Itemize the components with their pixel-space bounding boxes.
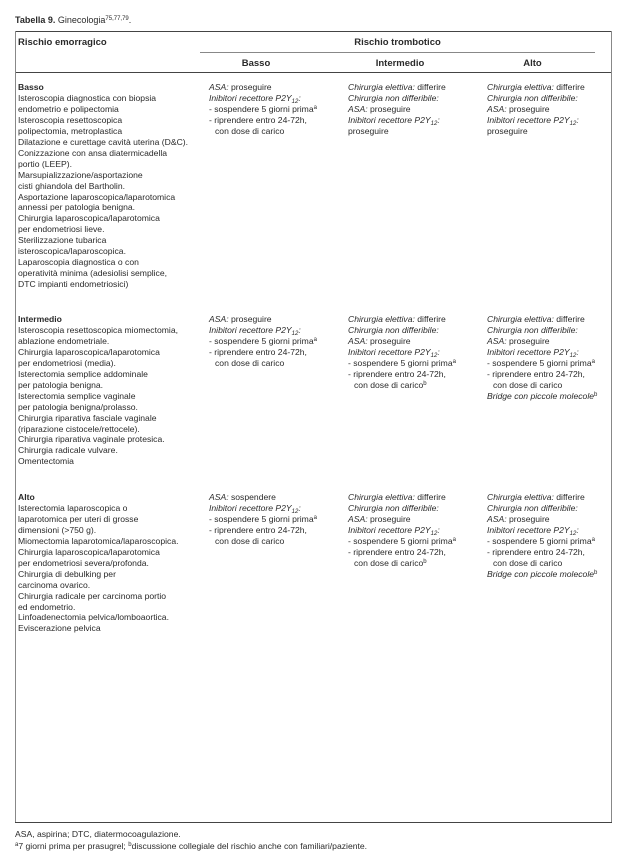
asa-label: ASA: [487,513,507,524]
caption-label: Tabella 9. [15,15,56,25]
riprendere-text: - riprendere entro 24-72h, [209,346,307,357]
colon: : [298,324,301,335]
dose-carico-text: con dose di carico [215,357,285,368]
asa-value: proseguire [506,335,550,346]
subscript: 12 [569,352,577,359]
colon: : [437,346,440,357]
procedure-item: Omentectomia [18,456,74,467]
asa-value: proseguire [228,314,272,324]
procedure-item: Isterectomia semplice vaginale [18,390,136,401]
footnote-ab [15,841,367,853]
footnote-b-text: discussione collegiale del rischio anche con familiari/paziente. [131,840,368,851]
sospendere-text: - sospendere 5 giorni prima [487,535,592,546]
row-intermedio-trombotico-intermedio [348,314,456,391]
inibitori-label: Inibitori recettore P2Y [209,92,292,103]
procedure-item: Chirurgia laparoscopica/laparotomica [18,213,160,224]
procedure-item: isteroscopica/laparoscopica. [18,246,126,257]
procedure-item: Linfoadenectomia pelvica/lomboaortica. [18,612,169,623]
procedure-item: Isterectomia laparoscopica o [18,502,128,513]
subscript: 12 [569,530,577,537]
inibitori-label: Inibitori recettore P2Y [487,346,570,357]
bridge-text: Bridge con piccole molecole [487,390,595,401]
colon: : [437,114,440,125]
caption-text: Ginecologia [55,15,106,25]
row-intermedio-trombotico-alto [487,314,597,402]
asa-value: proseguire [228,82,272,92]
footnote-b-mark: b [128,841,132,848]
procedure-item: Marsupializzazione/asportazione [18,169,143,180]
footnote-mark: a [313,514,317,521]
row-intermedio-trombotico-basso [209,314,317,369]
asa-value: proseguire [367,335,411,346]
subscript: 12 [291,330,299,337]
procedure-item: endometrio e polipectomia [18,103,119,114]
inibitori-label: Inibitori recettore P2Y [487,114,570,125]
subscript: 12 [430,530,438,537]
row-basso-trombotico-intermedio [348,82,446,137]
procedure-item: polipectomia, metroplastica [18,125,123,136]
chirurgia-non-differibile-label: Chirurgia non differibile: [487,324,578,335]
dose-carico-text: con dose di carico [215,535,285,546]
table-left-border [15,31,16,822]
proseguire-text: proseguire [487,125,528,136]
procedure-item: dimensioni (>750 g). [18,524,97,535]
procedure-item: Isteroscopia resettoscopica miomectomia, [18,324,179,335]
procedure-item: Chirurgia laparoscopica/laparotomica [18,346,160,357]
procedure-item: Laparoscopia diagnostica o con [18,257,139,268]
row-basso-trombotico-alto [487,82,585,137]
footnote-abbreviations: ASA, aspirina; DTC, diatermocoagulazione. [15,829,181,839]
header-alto: Alto [523,58,542,69]
asa-label: ASA: [487,103,507,114]
asa-value: sospendere [228,492,276,502]
procedure-item: cisti ghiandola del Bartholin. [18,180,126,191]
row-basso-title: Basso [18,82,44,92]
header-basso: Basso [241,58,271,69]
chirurgia-elettiva-label: Chirurgia elettiva: [348,82,415,92]
chirurgia-non-differibile-label: Chirurgia non differibile: [487,92,578,103]
procedure-item: (riparazione cistocele/rettocele). [18,423,140,434]
row-alto-trombotico-alto [487,492,597,580]
row-alto-trombotico-basso [209,492,317,547]
footnote-mark: b [423,558,427,565]
procedure-item: Sterilizzazione tubarica [18,235,107,246]
chirurgia-non-differibile-label: Chirurgia non differibile: [348,92,439,103]
asa-label: ASA: [209,82,229,92]
riprendere-text: - riprendere entro 24-72h, [348,368,446,379]
footnote-mark: a [452,536,456,543]
sospendere-text: - sospendere 5 giorni prima [348,535,453,546]
chirurgia-elettiva-value: differire [414,82,446,92]
procedure-item: Isteroscopia diagnostica con biopsia [18,92,157,103]
procedure-item: annessi per patologia benigna. [18,202,136,213]
table-right-border [611,31,612,822]
dose-carico-text: con dose di carico [215,125,285,136]
riprendere-text: - riprendere entro 24-72h, [487,368,585,379]
asa-label: ASA: [487,335,507,346]
colon: : [576,524,579,535]
procedure-item: portio (LEEP). [18,158,72,169]
inibitori-label: Inibitori recettore P2Y [348,524,431,535]
chirurgia-elettiva-value: differire [553,314,585,324]
dose-carico-text: con dose di carico [354,557,424,568]
proseguire-text: proseguire [348,125,389,136]
dose-carico-text: con dose di carico [493,379,563,390]
footnote-mark: b [423,380,427,387]
procedure-item: Chirurgia radicale vulvare. [18,445,118,456]
footnote-a-text: 7 giorni prima per prasugrel; [18,840,129,851]
colon: : [437,524,440,535]
sospendere-text: - sospendere 5 giorni prima [209,335,314,346]
sospendere-text: - sospendere 5 giorni prima [209,103,314,114]
chirurgia-elettiva-label: Chirurgia elettiva: [348,492,415,502]
procedure-item: per endometriosi (media). [18,357,116,368]
row-alto-trombotico-intermedio [348,492,456,569]
chirurgia-elettiva-value: differire [553,492,585,502]
sospendere-text: - sospendere 5 giorni prima [209,513,314,524]
table-top-rule [15,31,612,32]
procedure-item: per patologia benigna/prolasso. [18,401,138,412]
subscript: 12 [430,352,438,359]
footnote-mark: a [452,358,456,365]
asa-value: proseguire [506,103,550,114]
row-basso-procedures [18,82,188,290]
bridge-text: Bridge con piccole molecole [487,568,595,579]
procedure-item: ed endometrio. [18,601,76,612]
footnote-mark: a [313,104,317,111]
inibitori-label: Inibitori recettore P2Y [209,502,292,513]
chirurgia-elettiva-value: differire [414,492,446,502]
asa-label: ASA: [209,492,229,502]
group-rule [200,52,595,53]
caption-refs: 75,77,79 [105,16,129,22]
procedure-item: operatività minima (adesiolisi semplice, [18,268,168,279]
asa-value: proseguire [367,103,411,114]
chirurgia-non-differibile-label: Chirurgia non differibile: [487,502,578,513]
row-alto-title: Alto [18,492,35,502]
inibitori-label: Inibitori recettore P2Y [209,324,292,335]
procedure-item: per endometriosi severa/profonda. [18,557,149,568]
subscript: 12 [291,508,299,515]
procedure-item: ablazione endometriale. [18,335,110,346]
subscript: 12 [569,120,577,127]
row-intermedio-title: Intermedio [18,314,62,324]
footnote-mark: b [594,391,598,398]
chirurgia-elettiva-value: differire [553,82,585,92]
subscript: 12 [291,98,299,105]
footnote-a-mark: a [15,841,19,848]
procedure-item: laparotomica per uteri di grosse [18,513,139,524]
procedure-item: Dilatazione e curettage cavità uterina (D&C). [18,136,189,147]
riprendere-text: - riprendere entro 24-72h, [487,546,585,557]
row-intermedio-procedures [18,314,178,467]
procedure-item: Chirurgia riparativa fasciale vaginale [18,412,157,423]
caption-end: . [128,15,132,25]
sospendere-text: - sospendere 5 giorni prima [487,357,592,368]
header-bottom-rule [15,72,612,73]
chirurgia-elettiva-label: Chirurgia elettiva: [487,492,554,502]
sospendere-text: - sospendere 5 giorni prima [348,357,453,368]
asa-label: ASA: [348,335,368,346]
colon: : [576,346,579,357]
chirurgia-elettiva-label: Chirurgia elettiva: [487,82,554,92]
procedure-item: Chirurgia riparativa vaginale protesica. [18,434,165,445]
procedure-item: Miomectomia laparotomica/laparoscopica. [18,535,179,546]
table-footnotes [15,829,367,852]
procedure-item: Conizzazione con ansa diatermicadella [18,147,168,158]
procedure-item: carcinoma ovarico. [18,579,91,590]
procedure-item: Chirurgia laparoscopica/laparotomica [18,546,160,557]
procedure-item: per patologia benigna. [18,379,104,390]
chirurgia-elettiva-label: Chirurgia elettiva: [487,314,554,324]
footnote-mark: a [313,336,317,343]
footnote-mark: a [591,536,595,543]
asa-label: ASA: [348,513,368,524]
riprendere-text: - riprendere entro 24-72h, [209,524,307,535]
chirurgia-elettiva-value: differire [414,314,446,324]
footnote-mark: b [594,569,598,576]
header-rischio-trombotico: Rischio trombotico [354,37,441,48]
table-caption [15,15,131,25]
asa-label: ASA: [209,314,229,324]
riprendere-text: - riprendere entro 24-72h, [348,546,446,557]
procedure-item: Isterectomia semplice addominale [18,368,148,379]
riprendere-text: - riprendere entro 24-72h, [209,114,307,125]
procedure-item: per endometriosi lieve. [18,224,105,235]
procedure-item: Chirurgia di debulking per [18,568,116,579]
row-basso-trombotico-basso [209,82,317,137]
inibitori-label: Inibitori recettore P2Y [487,524,570,535]
procedure-item: Chirurgia radicale per carcinoma portio [18,590,167,601]
dose-carico-text: con dose di carico [493,557,563,568]
chirurgia-non-differibile-label: Chirurgia non differibile: [348,324,439,335]
chirurgia-non-differibile-label: Chirurgia non differibile: [348,502,439,513]
asa-value: proseguire [367,513,411,524]
procedure-item: Asportazione laparoscopica/laparotomica [18,191,176,202]
subscript: 12 [430,120,438,127]
asa-value: proseguire [506,513,550,524]
procedure-item: DTC impianti endometriosici) [18,279,129,290]
footnote-mark: a [591,358,595,365]
procedure-item: Eviscerazione pelvica [18,623,101,634]
procedure-item: Isteroscopia resettoscopica [18,114,123,125]
header-rischio-emorragico: Rischio emorragico [18,37,107,48]
row-alto-procedures [18,492,179,634]
colon: : [576,114,579,125]
inibitori-label: Inibitori recettore P2Y [348,114,431,125]
header-intermedio: Intermedio [375,58,425,69]
chirurgia-elettiva-label: Chirurgia elettiva: [348,314,415,324]
inibitori-label: Inibitori recettore P2Y [348,346,431,357]
colon: : [298,92,301,103]
table-bottom-rule [15,822,612,823]
colon: : [298,502,301,513]
asa-label: ASA: [348,103,368,114]
dose-carico-text: con dose di carico [354,379,424,390]
